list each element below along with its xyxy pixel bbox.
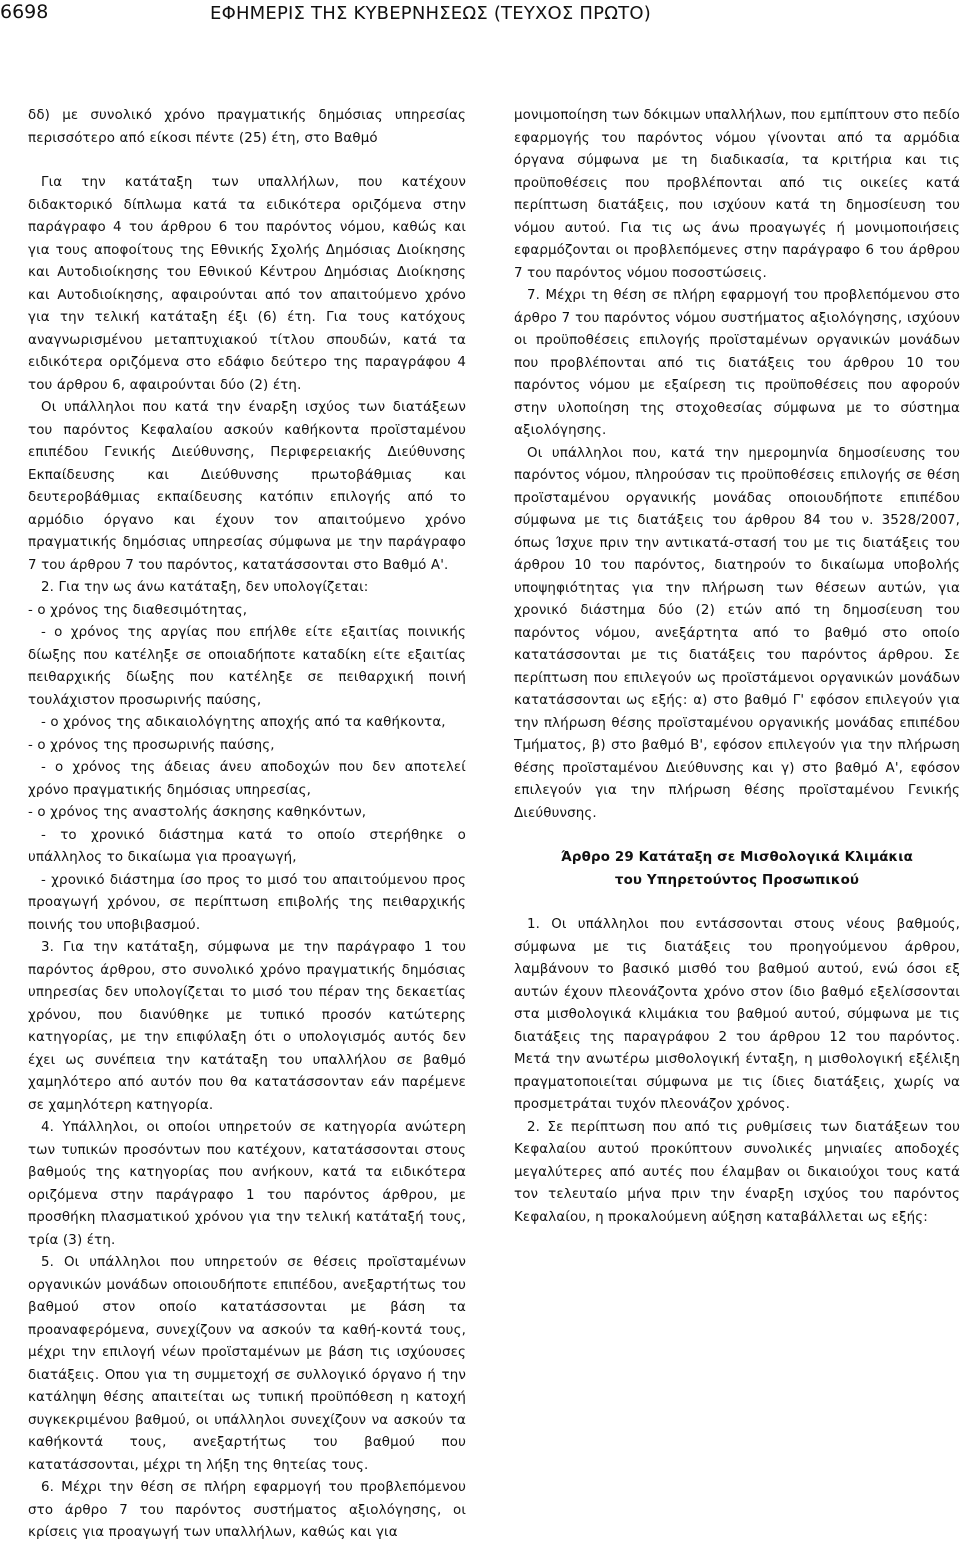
paragraph: 7. Μέχρι τη θέση σε πλήρη εφαρμογή του προβλεπόμενου στο άρθρο 7 του παρόντος νόμου συστήματος αξιολόγησης, ισχύουν οι προϋποθέσεις επιλογής προϊσταμένων οργανικών μονάδων που προβλέπονται από τις διατάξεις του άρθρου 10 του παρόντος νόμου με εξαίρεση τις προϋποθέσεις που αφορούν στην υλοποίηση της στοχοθεσίας σύμφωνα με το σύστημα αξιολόγησης. xyxy=(514,288,960,438)
paragraph: 3. Για την κατάταξη, σύμφωνα με την παράγραφο 1 του παρόντος άρθρου, στο συνολικό χρόνο πραγματικής δημόσιας υπηρεσίας δεν υπολογίζεται το μισό του πέραν της δεκαετίας χρόνου, που διανύθηκε με τυπικό προσόν κατώτερης κατηγορίας, με την επιφύλαξη ότι ο υπολογισμός αυτός δεν έχει ως συνέπεια την κατάταξη του υπαλλήλου σε βαθμό χαμηλότερο από αυτόν που θα κατατάσσονταν εάν παρέμενε σε χαμηλότερη κατηγορία. xyxy=(28,940,466,1113)
right-column xyxy=(514,105,960,1530)
list-item: - ο χρόνος της αναστολής άσκησης καθηκόντων, xyxy=(28,805,367,820)
list-item: - χρονικό διάστημα ίσο προς το μισό του απαιτούμενου προς προαγωγή χρόνου, σε περίπτωση επιβολής της πειθαρχικής ποινής του υποβιβασμού. xyxy=(28,872,466,933)
list-item: - το χρονικό διάστημα κατά το οποίο στερήθηκε ο υπάλληλος το δικαίωμα για προαγωγή, xyxy=(28,827,466,865)
list-item: - ο χρόνος της διαθεσιμότητας, xyxy=(28,602,248,618)
paragraph: 1. Οι υπάλληλοι που εντάσσονται στους νέους βαθμούς, σύμφωνα με τις διατάξεις του προηγούμενου άρθρου, λαμβάνουν το βασικό μισθό του βαθμού αυτού, ενώ όσοι εξ αυτών έχουν πλεονάζοντα χρόνο στον ίδιο βαθμό εξελίσσονται στα μισθολογικά κλιμάκια του βαθμού αυτού, σύμφωνα με τις διατάξεις της παραγράφου 2 του άρθρου 12 του παρόντος. Μετά την ανωτέρω μισθολογική ένταξη, η μισθολογική εξέλιξη πραγματοποιείται σύμφωνα με τις ίδιες διατάξεις, χωρίς να προσμετράται τυχόν πλεονάζον χρόνος. xyxy=(514,917,960,1112)
page-header xyxy=(0,0,960,40)
paragraph: 2. Για την ως άνω κατάταξη, δεν υπολογίζεται: xyxy=(41,580,369,595)
page-number: 6698 xyxy=(0,1,49,23)
paragraph: δδ) με συνολικό χρόνο πραγματικής δημόσιας υπηρεσίας περισσότερο από είκοσι πέντε (25) έτη, στο Βαθμό xyxy=(28,108,466,146)
paragraph: 4. Υπάλληλοι, οι οποίοι υπηρετούν σε κατηγορία ανώτερη των τυπικών προσόντων που κατέχουν, κατατάσσονται στους βαθμούς της κατηγορίας που ανήκουν, κατά τα ειδικότερα οριζόμενα στην παράγραφο 1 του παρόντος άρθρου, με προσθήκη πλασματικού χρόνου για την τελική κατάταξή τους, τρία (3) έτη. xyxy=(28,1120,466,1248)
list-item: - ο χρόνος της άδειας άνευ αποδοχών που δεν αποτελεί χρόνο πραγματικής δημόσιας υπηρεσίας, xyxy=(28,760,466,798)
list-item: - ο χρόνος της αδικαιολόγητης αποχής από τα καθήκοντα, xyxy=(41,715,446,730)
list-item: - ο χρόνος της αργίας που επήλθε είτε εξαιτίας ποινικής δίωξης που κατέληξε σε οποιαδήποτε καταδίκη είτε εξαιτίας πειθαρχικής δίωξης που κατέληξε σε πειθαρχική ποινή τουλάχιστον προσωρινής παύσης, xyxy=(28,625,466,708)
paragraph: Οι υπάλληλοι που κατά την έναρξη ισχύος των διατάξεων του παρόντος Κεφαλαίου ασκούν καθήκοντα προϊσταμένου επιπέδου Γενικής Διεύθυνσης, Περιφερειακής Διεύθυνσης Εκπαίδευσης και Διεύθυνσης πρωτοβάθμιας και δευτεροβάθμιας εκπαίδευσης κατόπιν επιλογής από το αρμόδιο όργανο και έχουν τον απαιτούμενο χρόνο πραγματικής δημόσιας υπηρεσίας σύμφωνα με την παράγραφο 7 του άρθρου 7 του παρόντος, κατατάσσονται στο Βαθμό Α'. xyxy=(28,400,466,573)
paragraph: Για την κατάταξη των υπαλλήλων, που κατέχουν διδακτορικό δίπλωμα κατά τα ειδικότερα οριζόμενα στην παράγραφο 4 του άρθρου 6 του παρόντος νόμου, καθώς και για τους αποφοίτους της Εθνικής Σχολής Δημόσιας Διοίκησης και Αυτοδιοίκησης του Εθνικού Κέντρου Δημόσιας Διοίκησης και Αυτοδιοίκησης, αφαιρούνται από τον απαιτούμενο χρόνο για την τελική κατάταξη έξι (6) έτη. Για τους κατόχους αναγνωρισμένου μεταπτυχιακού τίτλου σπουδών, κατά τα ειδικότερα οριζόμενα στο εδάφιο δεύτερο της παραγράφου 4 του άρθρου 6, αφαιρούνται δύο (2) έτη. xyxy=(28,175,466,393)
paragraph: 6. Μέχρι την θέση σε πλήρη εφαρμογή του προβλεπόμενου στο άρθρο 7 του παρόντος συστήματος αξιολόγησης, οι κρίσεις για προαγωγή των υπαλλήλων, καθώς και για xyxy=(28,1480,466,1540)
left-column xyxy=(28,105,466,1540)
paragraph: 2. Σε περίπτωση που από τις ρυθμίσεις των διατάξεων του Κεφαλαίου αυτού προκύπτουν συνολικές μηνιαίες αποδοχές μεγαλύτερες από αυτές που έλαμβαν οι δικαιούχοι τους κατά τον τελευταίο μήνα πριν την έναρξη ισχύος του παρόντος Κεφαλαίου, η προκαλούμενη αύξηση καταβάλλεται ως εξής: xyxy=(514,1119,960,1225)
article-heading xyxy=(514,847,960,892)
journal-title: ΕΦΗΜΕΡΙΣ ΤΗΣ ΚΥΒΕΡΝΗΣΕΩΣ (ΤΕΥΧΟΣ ΠΡΩΤΟ) xyxy=(210,3,651,24)
article-heading-line: Άρθρο 29 Κατάταξη σε Μισθολογικά Κλιμάκια xyxy=(561,850,913,865)
list-item: - ο χρόνος της προσωρινής παύσης, xyxy=(28,737,275,753)
article-heading-line: του Υπηρετούντος Προσωπικού xyxy=(614,872,860,888)
paragraph: μονιμοποίηση των δόκιμων υπαλλήλων, που εμπίπτουν στο πεδίο εφαρμογής του παρόντος νόμου γίνονται από τα αρμόδια όργανα σύμφωνα με τη διαδικασία, τα κριτήρια και τις προϋποθέσεις που προβλέπονται από τις οικείες κατά περίπτωση διατάξεις, που ισχύουν κατά τη δημοσίευση του νόμου αυτού. Για τις ως άνω προαγωγές ή μονιμοποιήσεις εφαρμόζονται οι προβλεπόμενες στην παράγραφο 6 του άρθρου 7 του παρόντος νόμου ποσοστώσεις. xyxy=(514,108,960,281)
paragraph: 5. Οι υπάλληλοι που υπηρετούν σε θέσεις προϊσταμένων οργανικών μονάδων οποιουδήποτε επιπέδου, ανεξαρτήτως του βαθμού στον οποίο κατατάσσονται με βάση τα προαναφερόμενα, συνεχίζουν να ασκούν τα καθή-κοντά τους, μέχρι την επιλογή νέων προϊσταμένων με βάση τις ισχύουσες διατάξεις. Οπου για τη συμμετοχή σε συλλογικό όργανο ή την κατάληψη θέσης απαιτείται ως τυπική προϋπόθεση η κατοχή συγκεκριμένου βαθμού, οι υπάλληλοι συνεχίζουν να ασκούν τα καθήκοντά τους, ανεξαρτήτως του βαθμού που κατατάσσονται, μέχρι τη λήξη της θητείας τους. xyxy=(28,1255,466,1473)
paragraph: Οι υπάλληλοι που, κατά την ημερομηνία δημοσίευσης του παρόντος νόμου, πληρούσαν τις προϋποθέσεις επιλογής σε θέση προϊσταμένου οργανικής μονάδας οποιουδήποτε επιπέδου σύμφωνα με τις διατάξεις του άρθρου 84 του ν. 3528/2007, όπως Ίσχυε πριν την αντικατά-στασή του με τις διατάξεις του άρθρου 10 του παρόντος, διατηρούν το δικαίωμα υποβολής υποψηφιότητας για την πλήρωση των θέσεων αυτών, για χρονικό διάστημα δύο (2) ετών από τη δημοσίευση του παρόντος νόμου, ανεξάρτητα από το βαθμό στο οποίο κατατάσσονται με τις διατάξεις του παρόντος άρθρου. Σε περίπτωση που επιλεγούν ως προϊστάμενοι οργανικών μονάδων κατατάσσονται ως εξής: α) στο βαθμό Γ' εφόσον επιλεγούν για την πλήρωση θέσης προϊσταμένου οργανικής μονάδας επιπέδου Τμήματος, β) στο βαθμό Β', εφόσον επιλεγούν για την πλήρωση θέσης προϊσταμένου Διεύθυνσης και γ) στο βαθμό Α', εφόσον επιλεγούν για την πλήρωση θέσης προϊσταμένου Γενικής Διεύθυνσης. xyxy=(514,445,960,821)
